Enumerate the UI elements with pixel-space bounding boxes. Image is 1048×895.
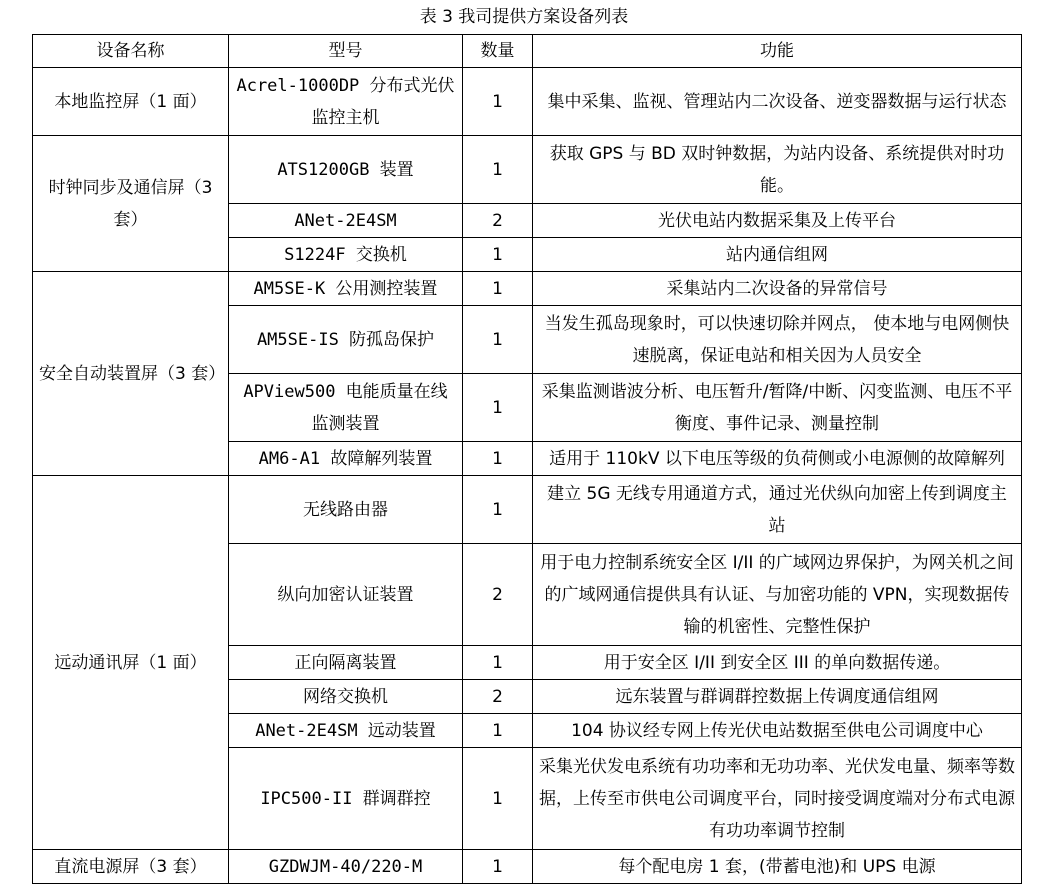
model-cell: AM6-A1 故障解列装置 — [229, 442, 463, 476]
model-cell: ATS1200GB 装置 — [229, 136, 463, 204]
quantity-cell: 1 — [463, 748, 533, 850]
model-cell: 正向隔离装置 — [229, 646, 463, 680]
model-cell: S1224F 交换机 — [229, 238, 463, 272]
function-cell: 建立 5G 无线专用通道方式，通过光伏纵向加密上传到调度主站 — [533, 476, 1022, 544]
group-name: 本地监控屏（1 面） — [33, 68, 229, 136]
quantity-cell: 1 — [463, 238, 533, 272]
function-cell: 采集监测谐波分析、电压暂升/暂降/中断、闪变监测、电压不平衡度、事件记录、测量控制 — [533, 374, 1022, 442]
function-cell: 集中采集、监视、管理站内二次设备、逆变器数据与运行状态 — [533, 68, 1022, 136]
model-cell: ANet-2E4SM — [229, 204, 463, 238]
table-row — [33, 136, 1022, 204]
function-cell: 光伏电站内数据采集及上传平台 — [533, 204, 1022, 238]
model-cell: ANet-2E4SM 远动装置 — [229, 714, 463, 748]
quantity-cell: 1 — [463, 850, 533, 884]
model-cell: Acrel-1000DP 分布式光伏监控主机 — [229, 68, 463, 136]
quantity-cell: 1 — [463, 646, 533, 680]
function-cell: 远东装置与群调群控数据上传调度通信组网 — [533, 680, 1022, 714]
equipment-table — [32, 34, 1022, 884]
quantity-cell: 2 — [463, 544, 533, 646]
table-header-row — [33, 35, 1022, 68]
function-cell: 站内通信组网 — [533, 238, 1022, 272]
table-row — [33, 272, 1022, 306]
model-cell: 网络交换机 — [229, 680, 463, 714]
function-cell: 采集光伏发电系统有功功率和无功功率、光伏发电量、频率等数据，上传至市供电公司调度平台，同时接受调度端对分布式电源有功功率调节控制 — [533, 748, 1022, 850]
function-cell: 每个配电房 1 套，(带蓄电池)和 UPS 电源 — [533, 850, 1022, 884]
quantity-cell: 2 — [463, 680, 533, 714]
function-cell: 用于安全区 I/II 到安全区 III 的单向数据传递。 — [533, 646, 1022, 680]
group-name: 时钟同步及通信屏（3 套） — [33, 136, 229, 272]
header-device-name: 设备名称 — [33, 35, 229, 68]
model-cell: 纵向加密认证装置 — [229, 544, 463, 646]
header-function: 功能 — [533, 35, 1022, 68]
quantity-cell: 1 — [463, 68, 533, 136]
quantity-cell: 1 — [463, 374, 533, 442]
quantity-cell: 1 — [463, 714, 533, 748]
function-cell: 获取 GPS 与 BD 双时钟数据，为站内设备、系统提供对时功能。 — [533, 136, 1022, 204]
table-row — [33, 850, 1022, 884]
table-row — [33, 476, 1022, 544]
table-caption: 表 3 我司提供方案设备列表 — [419, 7, 629, 27]
model-cell: AM5SE-IS 防孤岛保护 — [229, 306, 463, 374]
group-name: 安全自动装置屏（3 套） — [33, 272, 229, 476]
quantity-cell: 1 — [463, 442, 533, 476]
header-model: 型号 — [229, 35, 463, 68]
model-cell: AM5SE-K 公用测控装置 — [229, 272, 463, 306]
header-quantity: 数量 — [463, 35, 533, 68]
model-cell: APView500 电能质量在线监测装置 — [229, 374, 463, 442]
function-cell: 适用于 110kV 以下电压等级的负荷侧或小电源侧的故障解列 — [533, 442, 1022, 476]
quantity-cell: 1 — [463, 272, 533, 306]
quantity-cell: 1 — [463, 136, 533, 204]
function-cell: 用于电力控制系统安全区 I/II 的广域网边界保护，为网关机之间的广域网通信提供具有认证、与加密功能的 VPN，实现数据传输的机密性、完整性保护 — [533, 544, 1022, 646]
model-cell: GZDWJM-40/220-M — [229, 850, 463, 884]
quantity-cell: 1 — [463, 476, 533, 544]
group-name: 直流电源屏（3 套） — [33, 850, 229, 884]
function-cell: 104 协议经专网上传光伏电站数据至供电公司调度中心 — [533, 714, 1022, 748]
model-cell: 无线路由器 — [229, 476, 463, 544]
model-cell: IPC500-II 群调群控 — [229, 748, 463, 850]
quantity-cell: 1 — [463, 306, 533, 374]
table-row — [33, 68, 1022, 136]
quantity-cell: 2 — [463, 204, 533, 238]
function-cell: 当发生孤岛现象时，可以快速切除并网点， 使本地与电网侧快速脱离，保证电站和相关因为人员安全 — [533, 306, 1022, 374]
group-name: 远动通讯屏（1 面） — [33, 476, 229, 850]
function-cell: 采集站内二次设备的异常信号 — [533, 272, 1022, 306]
